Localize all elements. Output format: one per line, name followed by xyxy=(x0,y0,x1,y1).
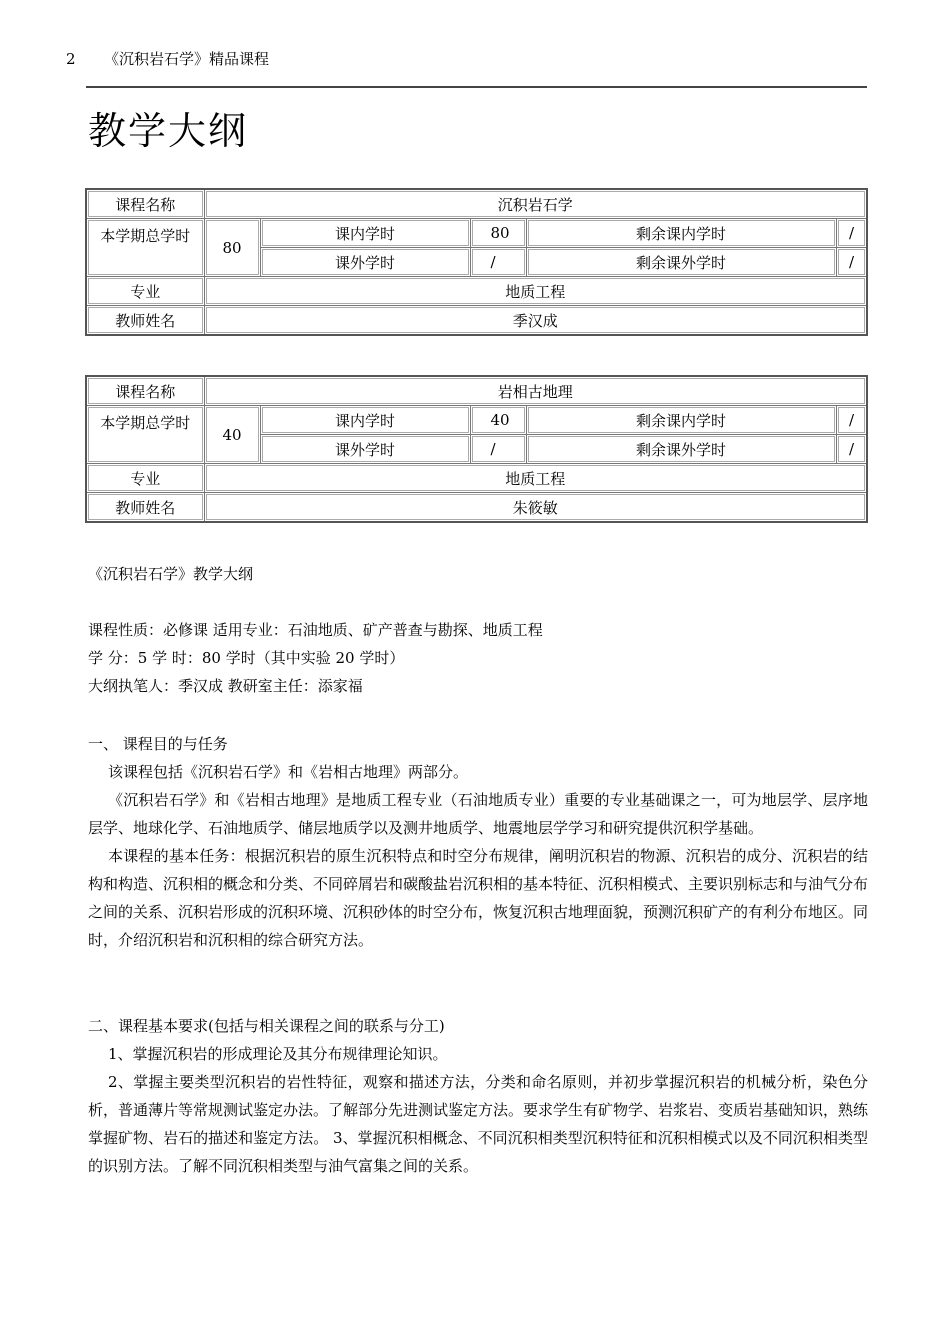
remaining-out-class-label: 剩余课外学时 xyxy=(526,435,836,464)
major-label: 专业 xyxy=(86,277,204,306)
course-name-value: 岩相古地理 xyxy=(204,376,867,406)
table-row xyxy=(86,189,867,219)
section-2-paragraph: 2、掌握主要类型沉积岩的岩性特征，观察和描述方法，分类和命名原则，并初步掌握沉积岩的机械分析，染色分析，普通薄片等常规测试鉴定办法。了解部分先进测试鉴定方法。要求学生有矿物学、岩浆岩、变质岩基础知识，熟练掌握矿物、岩石的描述和鉴定方法。 3、掌握沉积相概念、不同沉积相类型沉积特征和沉积相模式以及不同沉积相类型的识别方法。了解不同沉积相类型与油气富集之间的关系。 xyxy=(88,1073,869,1175)
section-1-paragraph: 《沉积岩石学》和《岩相古地理》是地质工程专业（石油地质专业）重要的专业基础课之一，可为地层学、层序地层学、地球化学、石油地质学、储层地质学以及测井地质学、地震地层学学习和研究提供沉积学基础。 xyxy=(88,791,868,837)
section-1-paragraph: 该课程包括《沉积岩石学》和《岩相古地理》两部分。 xyxy=(108,763,469,781)
section-1-paragraph: 本课程的基本任务：根据沉积岩的原生沉积特点和时空分布规律，阐明沉积岩的物源、沉积岩的成分、沉积岩的结构和构造、沉积相的概念和分类、不同碎屑岩和碳酸盐岩沉积相的基本特征、沉积相模式、主要识别标志和与油气分布之间的关系、沉积岩形成的沉积环境、沉积砂体的时空分布，恢复沉积古地理面貌，预测沉积矿产的有利分布地区。同时，介绍沉积岩和沉积相的综合研究方法。 xyxy=(88,847,869,949)
course-name-label: 课程名称 xyxy=(86,376,204,406)
table-row xyxy=(86,406,867,435)
table-row xyxy=(86,306,867,336)
out-class-hours-label: 课外学时 xyxy=(260,435,470,464)
section-2-paragraph: 1、掌握沉积岩的形成理论及其分布规律理论知识。 xyxy=(108,1045,448,1063)
meta-line-nature: 课程性质：必修课 适用专业：石油地质、矿产普查与勘探、地质工程 xyxy=(88,621,543,639)
remaining-out-class-value: / xyxy=(836,248,867,277)
syllabus-title: 《沉积岩石学》教学大纲 xyxy=(88,565,254,583)
course-name-label: 课程名称 xyxy=(86,189,204,219)
total-hours-label: 本学期总学时 xyxy=(86,406,204,464)
table-row xyxy=(86,277,867,306)
section-1 xyxy=(88,730,868,954)
remaining-in-class-value: / xyxy=(836,406,867,435)
table-row xyxy=(86,493,867,523)
table-row xyxy=(86,219,867,248)
remaining-in-class-label: 剩余课内学时 xyxy=(526,219,836,248)
course-meta xyxy=(88,616,868,700)
page-header xyxy=(66,48,269,69)
section-1-heading: 一、 课程目的与任务 xyxy=(88,735,228,753)
out-class-hours-value: / xyxy=(470,435,526,464)
in-class-hours-value: 40 xyxy=(470,406,526,435)
course-name-value: 沉积岩石学 xyxy=(204,189,867,219)
teacher-value: 季汉成 xyxy=(204,306,867,336)
in-class-hours-value: 80 xyxy=(470,219,526,248)
out-class-hours-value: / xyxy=(470,248,526,277)
major-value: 地质工程 xyxy=(204,277,867,306)
total-hours-label: 本学期总学时 xyxy=(86,219,204,277)
header-course-title: 《沉积岩石学》精品课程 xyxy=(104,50,270,68)
meta-line-authors: 大纲执笔人：季汉成 教研室主任：添家福 xyxy=(88,677,363,695)
remaining-out-class-value: / xyxy=(836,435,867,464)
teacher-label: 教师姓名 xyxy=(86,306,204,336)
total-hours-value: 80 xyxy=(204,219,260,277)
table-row xyxy=(86,376,867,406)
section-2-heading: 二、课程基本要求(包括与相关课程之间的联系与分工) xyxy=(88,1017,445,1035)
course-info-table-2 xyxy=(85,375,868,523)
meta-line-credits: 学 分：5 学 时：80 学时（其中实验 20 学时） xyxy=(88,649,405,667)
teacher-label: 教师姓名 xyxy=(86,493,204,523)
remaining-in-class-value: / xyxy=(836,219,867,248)
major-label: 专业 xyxy=(86,464,204,493)
remaining-out-class-label: 剩余课外学时 xyxy=(526,248,836,277)
header-rule xyxy=(86,86,867,88)
page-number: 2 xyxy=(66,50,76,68)
page-title: 教学大纲 xyxy=(88,109,249,153)
teacher-value: 朱筱敏 xyxy=(204,493,867,523)
out-class-hours-label: 课外学时 xyxy=(260,248,470,277)
table-row xyxy=(86,464,867,493)
in-class-hours-label: 课内学时 xyxy=(260,406,470,435)
total-hours-value: 40 xyxy=(204,406,260,464)
remaining-in-class-label: 剩余课内学时 xyxy=(526,406,836,435)
major-value: 地质工程 xyxy=(204,464,867,493)
section-2 xyxy=(88,1012,868,1180)
in-class-hours-label: 课内学时 xyxy=(260,219,470,248)
course-info-table-1 xyxy=(85,188,868,336)
